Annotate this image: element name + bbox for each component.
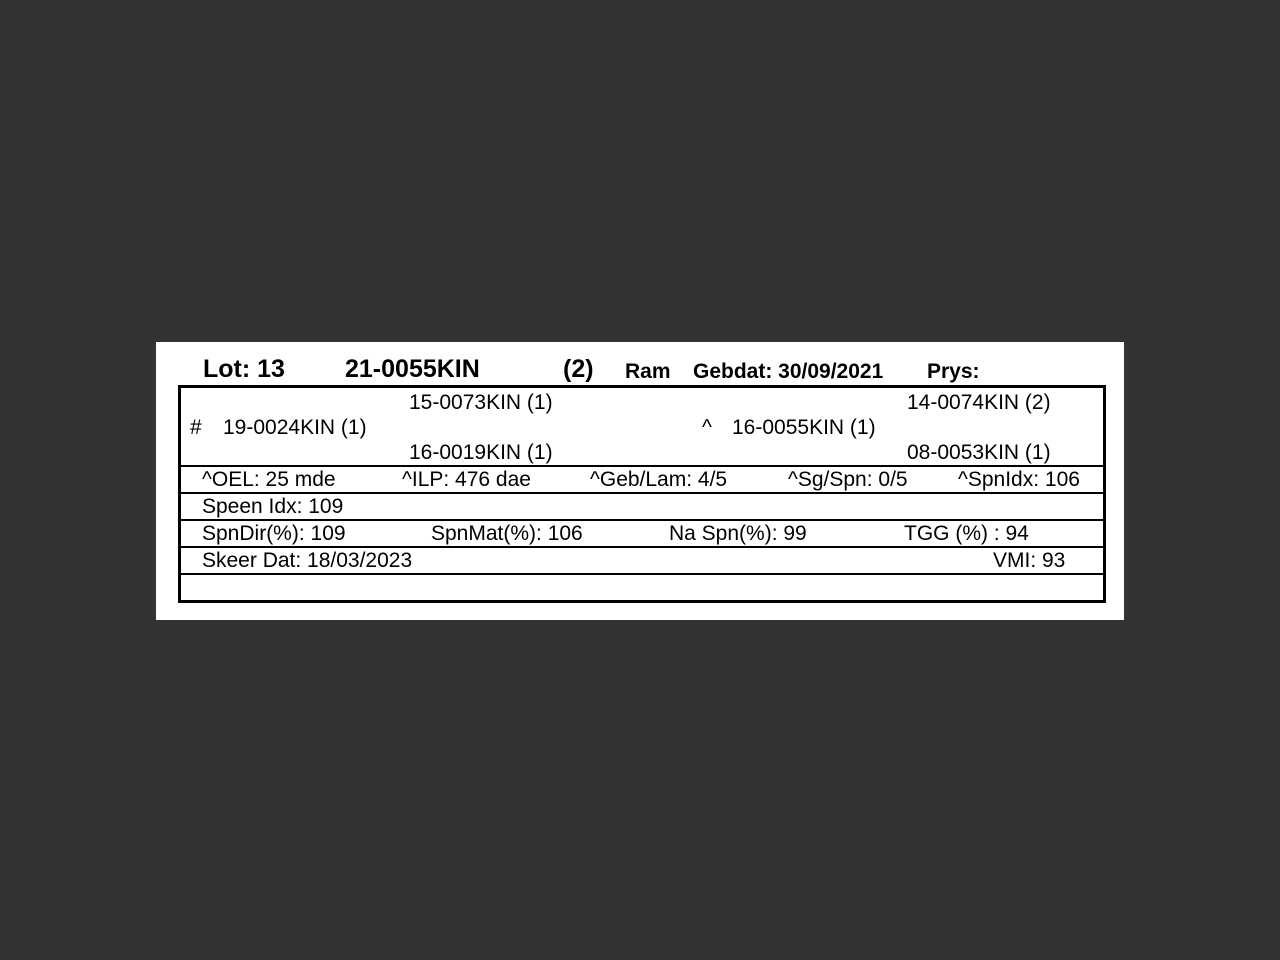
sire-marker: #: [190, 416, 202, 439]
info-box: [178, 385, 1106, 603]
animal-count: (2): [563, 355, 594, 383]
row-divider: [181, 465, 1103, 467]
row-divider: [181, 492, 1103, 494]
animal-id: 21-0055KIN: [345, 355, 480, 383]
price-label: Prys:: [927, 360, 980, 383]
sire-dam: 16-0019KIN (1): [409, 441, 553, 464]
lot-card: [156, 342, 1124, 620]
shear-date: Skeer Dat: 18/03/2023: [202, 549, 413, 572]
sire: 19-0024KIN (1): [223, 416, 367, 439]
animal-sex: Ram: [625, 360, 671, 383]
speen-idx-value: Speen Idx: 109: [202, 495, 344, 518]
row-divider: [181, 519, 1103, 521]
spn-idx-value: ^SpnIdx: 106: [958, 468, 1080, 491]
empty-row: [181, 575, 1103, 600]
sire-sire: 15-0073KIN (1): [409, 391, 553, 414]
dam: 16-0055KIN (1): [732, 416, 876, 439]
sg-spn-value: ^Sg/Spn: 0/5: [788, 468, 908, 491]
vmi-value: VMI: 93: [993, 549, 1066, 572]
row-divider: [181, 546, 1103, 548]
dam-sire: 14-0074KIN (2): [907, 391, 1051, 414]
oel-value: ^OEL: 25 mde: [202, 468, 336, 491]
spn-dir-value: SpnDir(%): 109: [202, 522, 346, 545]
tgg-value: TGG (%) : 94: [904, 522, 1029, 545]
lot-number: Lot: 13: [203, 355, 285, 383]
ilp-value: ^ILP: 476 dae: [402, 468, 531, 491]
spn-mat-value: SpnMat(%): 106: [431, 522, 583, 545]
dam-dam: 08-0053KIN (1): [907, 441, 1051, 464]
birth-date: Gebdat: 30/09/2021: [693, 360, 884, 383]
na-spn-value: Na Spn(%): 99: [669, 522, 807, 545]
geb-lam-value: ^Geb/Lam: 4/5: [590, 468, 728, 491]
dam-marker: ^: [702, 416, 712, 439]
